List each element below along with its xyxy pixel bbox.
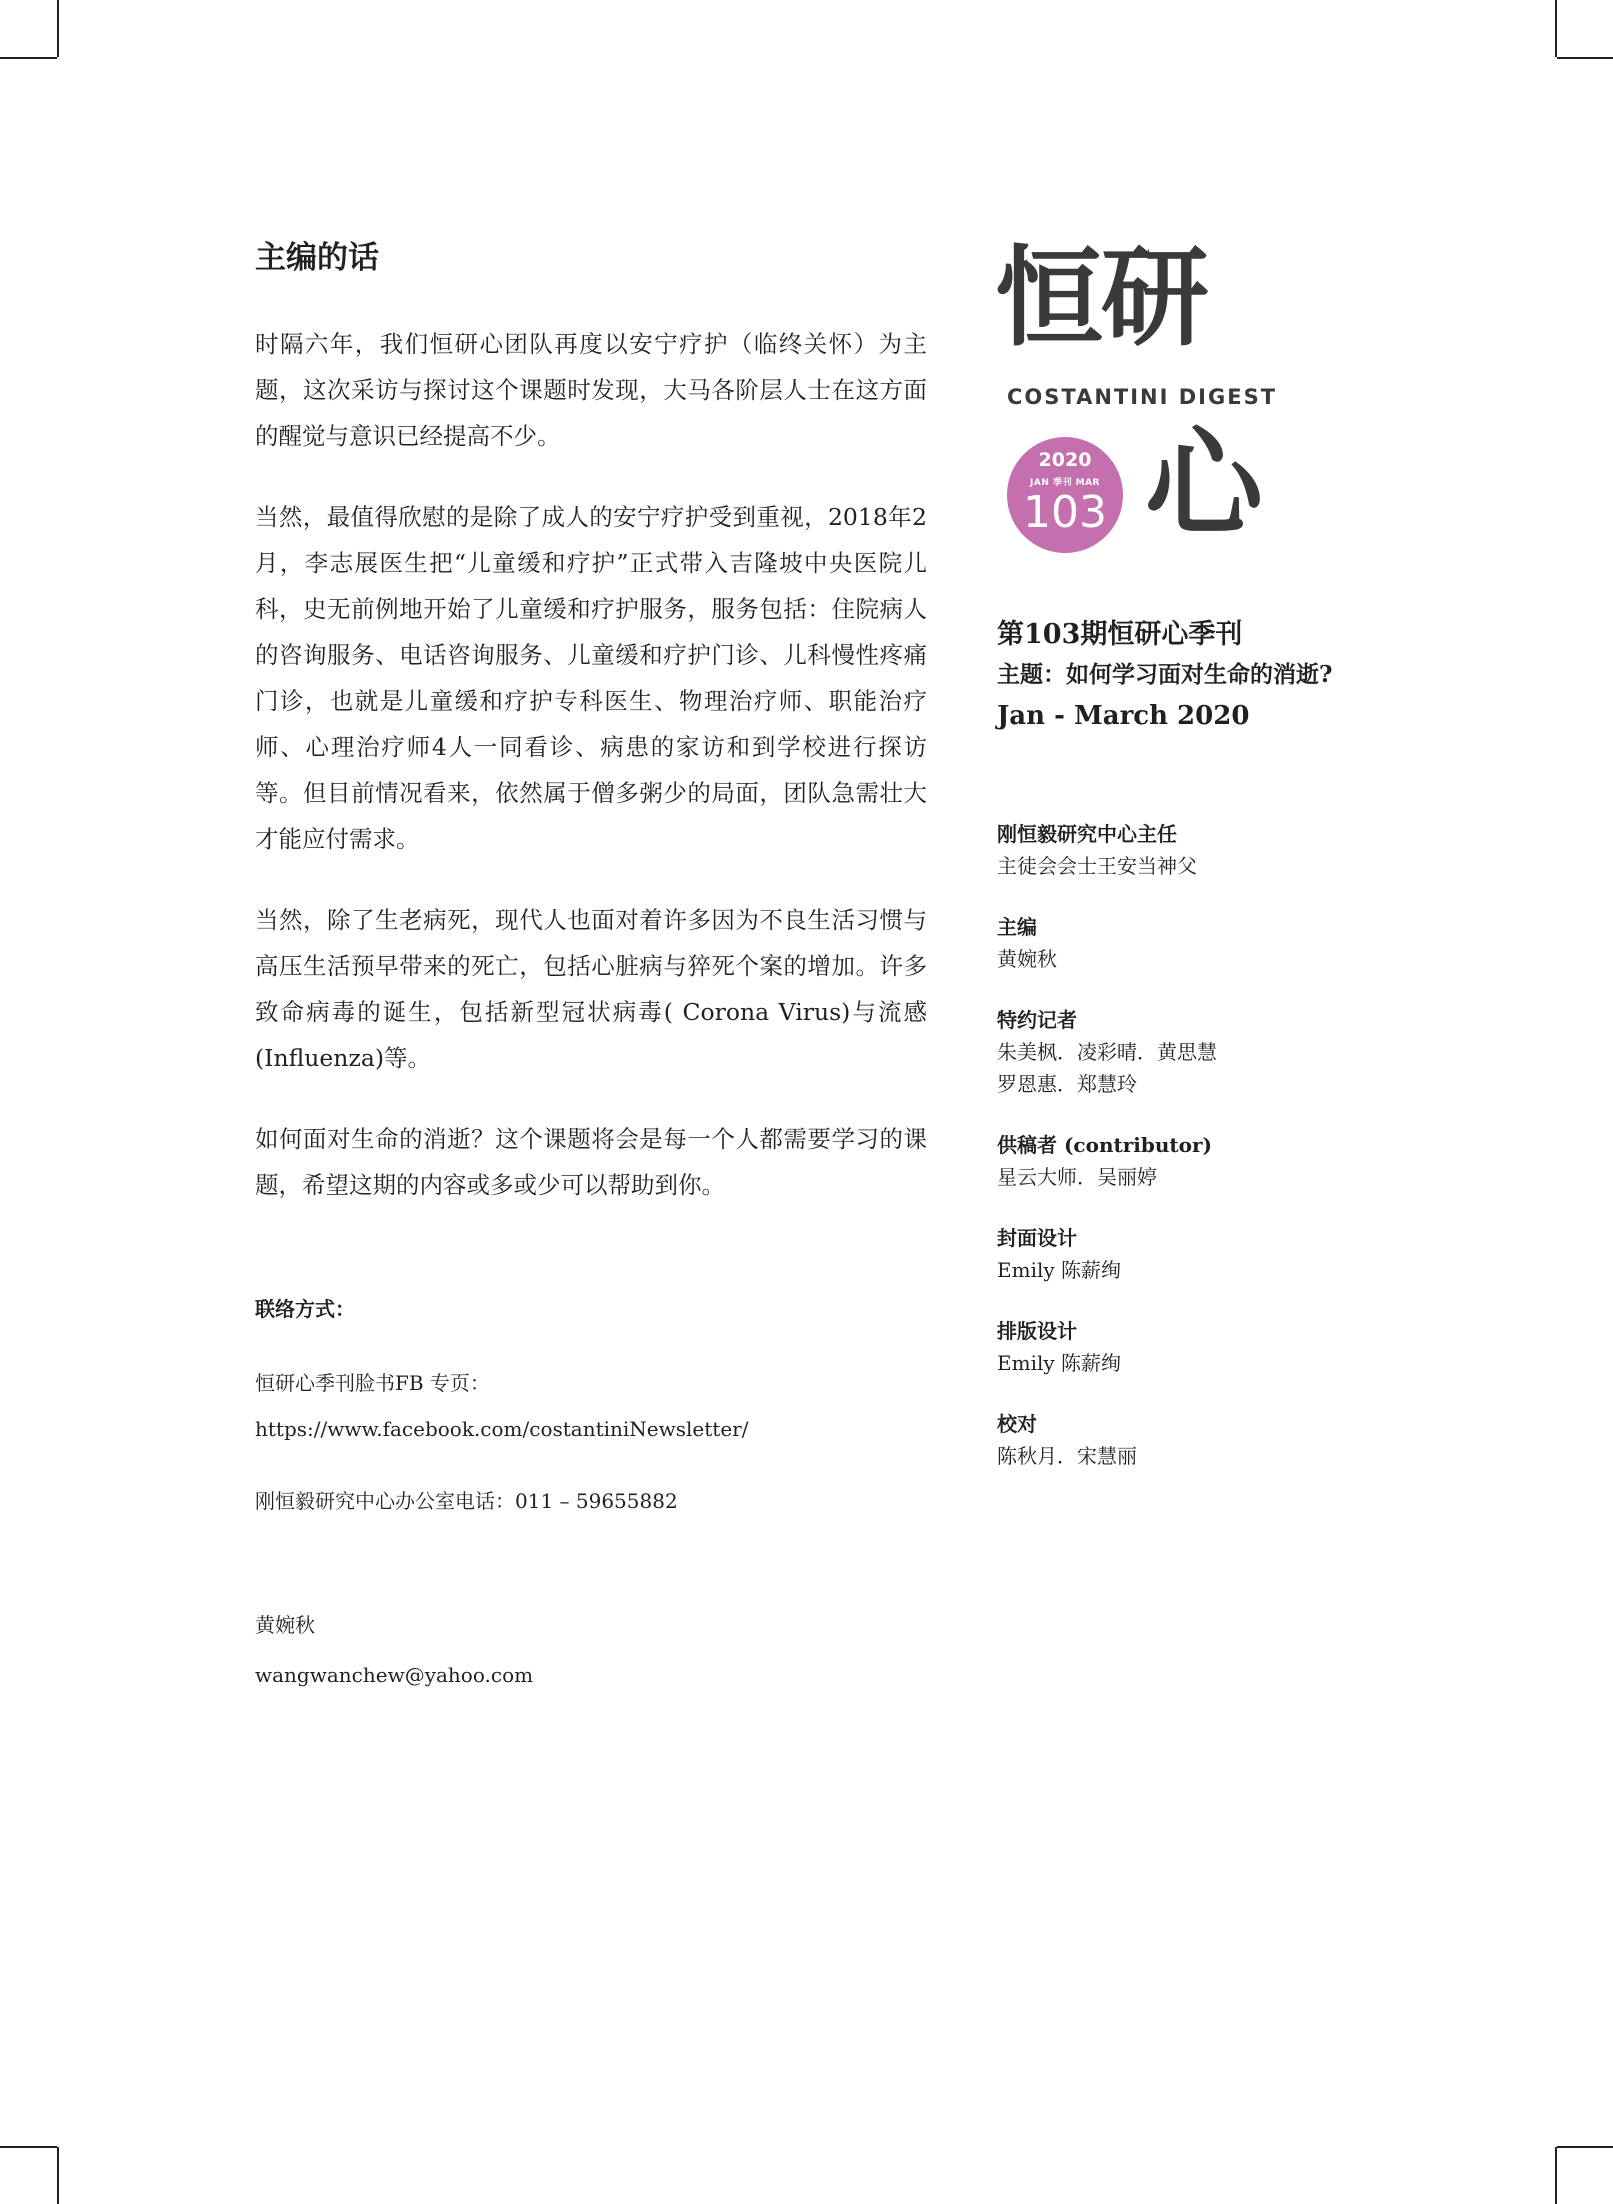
masthead-logo [995, 236, 1295, 553]
masthead-subtitle: COSTANTINI DIGEST [1007, 385, 1278, 409]
credit-entry [997, 911, 1417, 975]
masthead-title-top: 恒研 [995, 236, 1208, 361]
badge-year: 2020 [1038, 449, 1092, 471]
credit-role: 供稿者 (contributor) [997, 1133, 1212, 1157]
editorial-paragraph: 如何面对生命的消逝？这个课题将会是每一个人都需要学习的课题，希望这期的内容或多或少可以帮助到你。 [255, 1125, 927, 1200]
office-phone: 刚恒毅研究中心办公室电话：011 – 59655882 [255, 1489, 678, 1513]
credit-name: Emily 陈薪绚 [997, 1258, 1122, 1282]
crop-mark-bottom-left-v [57, 2147, 59, 2204]
editorial-paragraph: 当然，最值得欣慰的是除了成人的安宁疗护受到重视，2018年2月，李志展医生把“儿童缓和疗护”正式带入吉隆坡中央医院儿科，史无前例地开始了儿童缓和疗护服务，服务包括：住院病人的咨询服务、电话咨询服务、儿童缓和疗护门诊、儿科慢性疼痛门诊，也就是儿童缓和疗护专科医生、物理治疗师、职能治疗师、心理治疗师4人一同看诊、病患的家访和到学校进行探访等。但目前情况看来，依然属于僧多粥少的局面，团队急需壮大才能应付需求。 [255, 503, 927, 854]
issue-badge [1007, 437, 1123, 553]
crop-mark-top-left-h [0, 57, 57, 59]
editor-email-link[interactable]: wangwanchew@yahoo.com [255, 1663, 534, 1687]
crop-mark-top-right-v [1555, 0, 1557, 57]
editorial-paragraph: 当然，除了生老病死，现代人也面对着许多因为不良生活习惯与高压生活预早带来的死亡，包括心脏病与猝死个案的增加。许多致命病毒的诞生，包括新型冠状病毒( Corona Virus)与流感 (Influenza)等。 [255, 906, 927, 1073]
credit-role: 排版设计 [997, 1319, 1077, 1343]
credit-entry [997, 1129, 1417, 1193]
crop-mark-bottom-right-v [1555, 2147, 1557, 2204]
issue-title: 第103期恒研心季刊 [997, 619, 1243, 650]
credit-name: 主徒会会士王安当神父 [997, 854, 1197, 878]
credit-role: 主编 [997, 915, 1037, 939]
credit-name: 陈秋月．宋慧丽 [997, 1444, 1137, 1468]
editor-name: 黄婉秋 [255, 1613, 315, 1637]
facebook-label: 恒研心季刊脸书FB 专页： [255, 1371, 490, 1395]
credit-role: 封面设计 [997, 1226, 1077, 1250]
credit-entry [997, 1222, 1417, 1286]
crop-mark-top-right-h [1557, 57, 1613, 59]
contact-section [255, 1296, 955, 1708]
credit-name: 星云大师．吴丽婷 [997, 1165, 1157, 1189]
credit-role: 特约记者 [997, 1008, 1077, 1032]
credit-role: 校对 [997, 1412, 1037, 1436]
editorial-paragraph: 时隔六年，我们恒研心团队再度以安宁疗护（临终关怀）为主题，这次采访与探讨这个课题时发现，大马各阶层人士在这方面的醒觉与意识已经提高不少。 [255, 330, 927, 451]
editorial-heading: 主编的话 [255, 240, 379, 276]
credit-role: 刚恒毅研究中心主任 [997, 822, 1177, 846]
crop-mark-top-left-v [57, 0, 59, 57]
credits-list [997, 818, 1417, 1501]
credit-entry [997, 1004, 1417, 1100]
facebook-link[interactable]: https://www.facebook.com/costantiniNewsletter/ [255, 1417, 749, 1441]
credit-name: 罗恩惠．郑慧玲 [997, 1072, 1137, 1096]
credit-entry [997, 1315, 1417, 1379]
editorial-column [255, 240, 927, 1243]
credit-entry [997, 1408, 1417, 1472]
crop-mark-bottom-right-h [1557, 2146, 1613, 2148]
credit-name: 黄婉秋 [997, 947, 1057, 971]
issue-info [997, 615, 1417, 737]
credit-name: Emily 陈薪绚 [997, 1351, 1122, 1375]
contact-label: 联络方式： [255, 1297, 355, 1321]
issue-date: Jan - March 2020 [997, 701, 1250, 731]
badge-number: 103 [1023, 487, 1107, 538]
crop-mark-bottom-left-h [0, 2146, 57, 2148]
credit-entry [997, 818, 1417, 882]
credit-name: 朱美枫．凌彩晴．黄思慧 [997, 1040, 1217, 1064]
issue-theme: 主题：如何学习面对生命的消逝? [997, 661, 1333, 688]
badge-months: JAN 季刊 MAR [1030, 478, 1100, 488]
masthead-title-bottom: 心 [1145, 415, 1264, 553]
